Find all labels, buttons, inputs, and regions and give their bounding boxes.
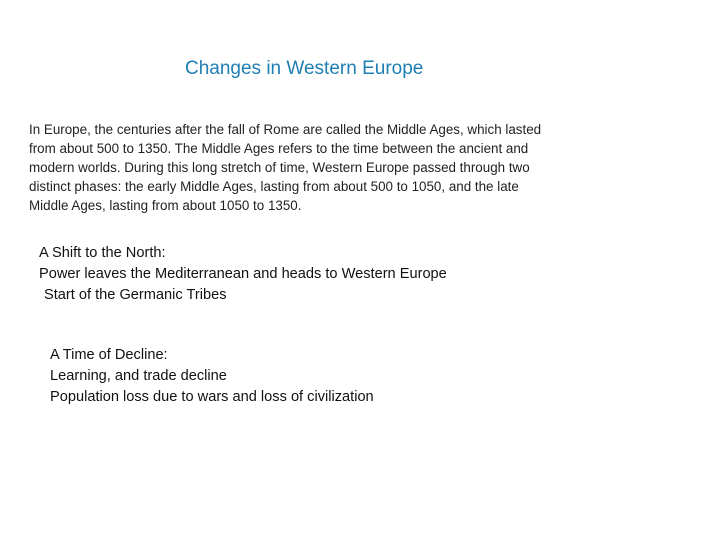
section-heading: A Shift to the North: bbox=[39, 245, 166, 261]
section-point: Power leaves the Mediterranean and heads to Western Europe bbox=[39, 266, 447, 282]
section-heading: A Time of Decline: bbox=[50, 347, 168, 363]
section-point: Population loss due to wars and loss of civilization bbox=[50, 389, 374, 405]
section-time-of-decline bbox=[50, 345, 374, 408]
intro-line: modern worlds. During this long stretch of time, Western Europe passed through two bbox=[29, 160, 530, 175]
section-point: Start of the Germanic Tribes bbox=[44, 287, 227, 303]
page-title: Changes in Western Europe bbox=[185, 58, 424, 79]
section-shift-north bbox=[39, 243, 447, 306]
intro-paragraph bbox=[29, 120, 629, 215]
intro-line: from about 500 to 1350. The Middle Ages refers to the time between the ancient and bbox=[29, 141, 529, 156]
intro-line: Middle Ages, lasting from about 1050 to 1350. bbox=[29, 198, 302, 213]
intro-line: In Europe, the centuries after the fall of Rome are called the Middle Ages, which lasted bbox=[29, 122, 542, 137]
intro-line: distinct phases: the early Middle Ages, lasting from about 500 to 1050, and the late bbox=[29, 179, 519, 194]
section-point: Learning, and trade decline bbox=[50, 368, 227, 384]
